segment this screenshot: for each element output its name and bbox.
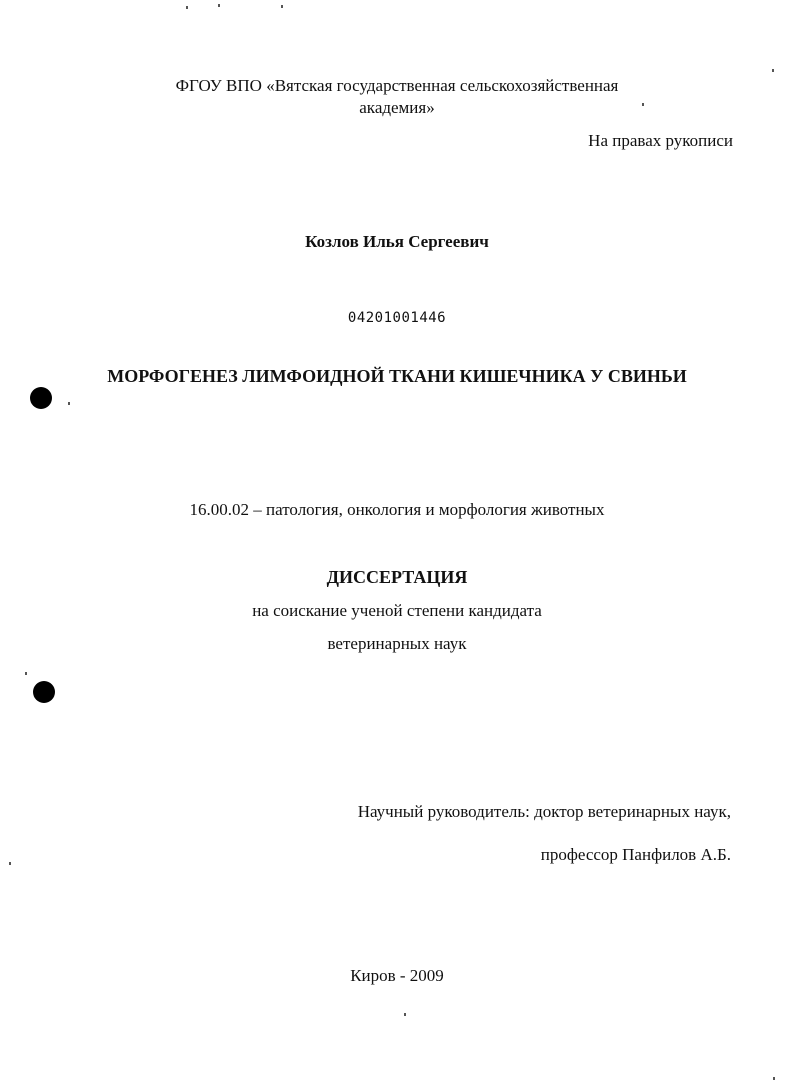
scan-speck [186,6,188,9]
scan-speck [772,69,774,72]
supervisor-line-2: профессор Панфилов А.Б. [540,845,731,864]
scan-speck [218,4,220,7]
punch-hole-bottom [33,681,55,703]
scan-speck [281,5,283,8]
city-year: Киров - 2009 [350,966,444,985]
degree-line-1: на соискание ученой степени кандидата [252,601,542,620]
institution-line-2: академия» [359,98,435,117]
degree-line-2: ветеринарных наук [327,634,467,653]
catalog-number: 04201001446 [347,310,447,326]
specialty-code: 16.00.02 – патология, онкология и морфология животных [189,500,605,519]
supervisor-line-1: Научный руководитель: доктор ветеринарных наук, [357,802,731,821]
document-type: ДИССЕРТАЦИЯ [326,567,468,587]
scan-speck [404,1013,406,1016]
scan-speck [68,402,70,405]
scan-speck [773,1077,775,1080]
institution-line-1: ФГОУ ВПО «Вятская государственная сельскохозяйственная [175,76,619,95]
author-name: Козлов Илья Сергеевич [305,232,489,251]
scan-speck [9,862,11,865]
rights-note: На правах рукописи [588,131,733,150]
dissertation-title: МОРФОГЕНЕЗ ЛИМФОИДНОЙ ТКАНИ КИШЕЧНИКА У СВИНЬИ [107,366,687,386]
scan-speck [25,672,27,675]
punch-hole-top [30,387,52,409]
